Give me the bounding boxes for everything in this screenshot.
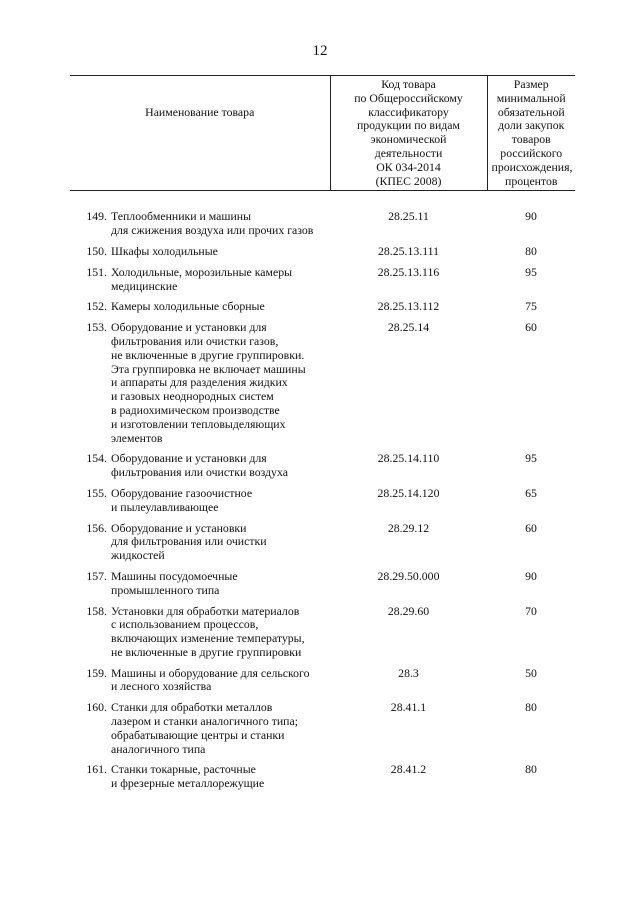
- cell-percent: 95: [525, 451, 537, 466]
- row-name: [111, 522, 326, 563]
- table-row: [70, 667, 575, 702]
- name-cell-wrap: [74, 245, 326, 259]
- row-name-line: с использованием процессов,: [111, 617, 259, 632]
- page-number: 12: [312, 43, 328, 59]
- row-name: [111, 605, 326, 660]
- name-cell-wrap: [74, 667, 326, 695]
- table-row: [70, 210, 575, 245]
- row-name-line: Эта группировка не включает машины: [111, 361, 306, 376]
- row-name-line: Станки для обработки металлов: [111, 700, 273, 715]
- header-percent: [487, 76, 575, 191]
- row-number: 161.: [86, 762, 107, 777]
- row-name-line: и газовых неоднородных систем: [111, 389, 274, 404]
- row-name: [111, 210, 326, 238]
- row-name: [111, 321, 326, 445]
- cell-percent: 95: [525, 264, 537, 279]
- header-name-label: Наименование товара: [145, 105, 255, 119]
- table-row: [70, 487, 575, 522]
- table-row: [70, 605, 575, 667]
- cell-code: 28.29.50.000: [377, 568, 440, 583]
- row-name-line: и изготовлении тепловыделяющих: [111, 416, 286, 431]
- cell-percent: 80: [525, 700, 537, 715]
- name-cell-wrap: [74, 321, 326, 445]
- cell-percent: 70: [525, 603, 537, 618]
- header-percent-line: процентов: [505, 173, 558, 188]
- row-name-line: элементов: [111, 430, 163, 445]
- row-name-line: обрабатывающие центры и станки: [111, 727, 285, 742]
- row-number: 154.: [86, 451, 107, 466]
- row-name-line: фильтрования или очистки газов,: [111, 333, 279, 348]
- name-cell-wrap: [74, 487, 326, 515]
- cell-name: [70, 452, 330, 487]
- header-code-line: ОК 034-2014: [376, 159, 441, 174]
- cell-percent: 50: [525, 665, 537, 680]
- row-number: 149.: [86, 209, 107, 224]
- cell-name: [70, 210, 330, 245]
- name-cell-wrap: [74, 452, 326, 480]
- row-name: [111, 245, 326, 259]
- row-name-line: Шкафы холодильные: [111, 243, 218, 258]
- cell-code: 28.41.1: [390, 700, 427, 715]
- cell-percent: 90: [525, 209, 537, 224]
- spacer-row: [70, 191, 575, 211]
- cell-name: [70, 245, 330, 266]
- row-name-line: Холодильные, морозильные камеры: [111, 264, 293, 279]
- row-name-line: медицинские: [111, 278, 178, 293]
- name-cell-wrap: [74, 605, 326, 660]
- row-name-line: не включенные в другие группировки: [111, 644, 302, 659]
- name-cell-wrap: [74, 522, 326, 563]
- table-row: [70, 701, 575, 763]
- cell-percent: 60: [525, 520, 537, 535]
- row-name: [111, 570, 326, 598]
- table-body: [70, 191, 575, 798]
- cell-name: [70, 522, 330, 570]
- cell-name: [70, 570, 330, 605]
- row-name-line: и аппараты для разделения жидких: [111, 375, 288, 390]
- cell-name: [70, 487, 330, 522]
- row-name-line: включающих изменение температуры,: [111, 631, 305, 646]
- row-name: [111, 763, 326, 791]
- row-name-line: Теплообменники и машины: [111, 209, 252, 224]
- cell-percent: 80: [525, 243, 537, 258]
- row-name: [111, 300, 326, 314]
- header-code-line: по Общероссийскому: [354, 90, 463, 105]
- row-name-line: лазером и станки аналогичного типа;: [111, 714, 299, 729]
- row-number: 156.: [86, 520, 107, 535]
- cell-percent: 65: [525, 485, 537, 500]
- cell-percent: 75: [525, 299, 537, 314]
- header-code-line: классификатору: [368, 104, 449, 119]
- cell-percent: 90: [525, 568, 537, 583]
- cell-name: [70, 300, 330, 321]
- cell-name: [70, 266, 330, 301]
- cell-code: 28.41.2: [390, 762, 427, 777]
- row-name-line: Оборудование и установки: [111, 520, 247, 535]
- table-row: [70, 321, 575, 452]
- cell-code: 28.25.13.112: [377, 299, 440, 314]
- cell-code: 28.25.14.110: [377, 451, 440, 466]
- table-header: [70, 76, 575, 191]
- name-cell-wrap: [74, 266, 326, 294]
- row-number: 158.: [86, 603, 107, 618]
- row-name: [111, 667, 326, 695]
- cell-code: 28.29.60: [387, 603, 430, 618]
- row-number: 153.: [86, 320, 107, 335]
- cell-code: 28.25.14.120: [377, 485, 440, 500]
- header-name: [70, 76, 330, 191]
- table-row: [70, 570, 575, 605]
- header-code-line: деятельности: [374, 145, 443, 160]
- row-number: 150.: [86, 243, 107, 258]
- cell-code: 28.25.13.116: [377, 264, 440, 279]
- header-percent-line: минимальной: [496, 90, 566, 105]
- cell-name: [70, 321, 330, 452]
- row-name-line: Машины и оборудование для сельского: [111, 665, 310, 680]
- row-name-line: Оборудование газоочистное: [111, 485, 253, 500]
- row-name-line: аналогичного типа: [111, 741, 206, 756]
- row-name-line: Оборудование и установки для: [111, 320, 267, 335]
- cell-name: [70, 667, 330, 702]
- name-cell-wrap: [74, 210, 326, 238]
- row-number: 155.: [86, 485, 107, 500]
- table-row: [70, 266, 575, 301]
- row-name: [111, 487, 326, 515]
- cell-name: [70, 763, 330, 798]
- name-cell-wrap: [74, 763, 326, 791]
- row-name-line: Камеры холодильные сборные: [111, 299, 265, 314]
- row-name-line: Оборудование и установки для: [111, 451, 267, 466]
- header-percent-line: Размер: [513, 77, 549, 91]
- row-name-line: Станки токарные, расточные: [111, 762, 256, 777]
- header-code: [330, 76, 487, 191]
- header-code-line: продукции по видам: [356, 118, 461, 133]
- row-number: 159.: [86, 665, 107, 680]
- row-name-line: не включенные в другие группировки.: [111, 347, 305, 362]
- table-row: [70, 763, 575, 798]
- header-code-line: экономической: [370, 132, 447, 147]
- row-name-line: промышленного типа: [111, 582, 220, 597]
- row-name: [111, 266, 326, 294]
- row-name-line: в радиохимическом производстве: [111, 402, 280, 417]
- cell-name: [70, 701, 330, 763]
- cell-code: 28.29.12: [387, 520, 430, 535]
- table-row: [70, 452, 575, 487]
- row-name-line: и пылеулавливающее: [111, 499, 219, 514]
- header-percent-line: доли закупок: [498, 118, 565, 133]
- goods-table: [70, 75, 575, 798]
- row-number: 152.: [86, 299, 107, 314]
- header-code-line: (КПЕС 2008): [375, 173, 442, 188]
- row-number: 151.: [86, 264, 107, 279]
- row-name: [111, 452, 326, 480]
- row-number: 157.: [86, 568, 107, 583]
- header-percent-line: товаров: [511, 132, 551, 147]
- cell-percent: 60: [525, 320, 537, 335]
- name-cell-wrap: [74, 570, 326, 598]
- row-name-line: для фильтрования или очистки: [111, 534, 267, 549]
- row-name-line: и фрезерные металлорежущие: [111, 776, 265, 791]
- row-name-line: жидкостей: [111, 548, 165, 563]
- cell-name: [70, 605, 330, 667]
- header-code-line: Код товара: [381, 77, 436, 91]
- header-percent-line: происхождения,: [491, 159, 573, 174]
- row-name-line: Машины посудомоечные: [111, 568, 238, 583]
- header-percent-line: обязательной: [497, 104, 565, 119]
- table-row: [70, 522, 575, 570]
- table-row: [70, 245, 575, 266]
- header-percent-line: российского: [500, 145, 563, 160]
- cell-percent: 80: [525, 762, 537, 777]
- row-name-line: фильтрования или очистки воздуха: [111, 465, 288, 480]
- cell-code: 28.3: [398, 665, 419, 680]
- row-name: [111, 701, 326, 756]
- row-name-line: и лесного хозяйства: [111, 679, 212, 694]
- name-cell-wrap: [74, 300, 326, 314]
- name-cell-wrap: [74, 701, 326, 756]
- row-number: 160.: [86, 700, 107, 715]
- cell-code: 28.25.13.111: [377, 243, 440, 258]
- cell-code: 28.25.14: [387, 320, 430, 335]
- row-name-line: для сжижения воздуха или прочих газов: [111, 223, 314, 238]
- cell-code: 28.25.11: [388, 209, 429, 224]
- row-name-line: Установки для обработки материалов: [111, 603, 300, 618]
- table-row: [70, 300, 575, 321]
